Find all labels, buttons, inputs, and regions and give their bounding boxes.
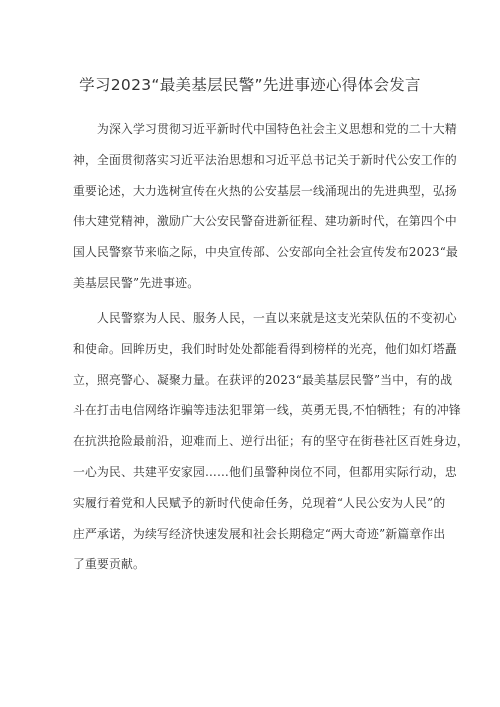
paragraph-line: 立，照亮警心、凝聚力量。在获评的2023“最美基层民警”当中，有的战 (73, 372, 453, 387)
paragraph-2 (73, 303, 469, 580)
paragraph-line: 美基层民警”先进事迹。 (73, 275, 200, 290)
paragraph-line: 了重要贡献。 (73, 557, 145, 572)
paragraph-line: 重要论述，大力选树宣传在火热的公安基层一线涌现出的先进典型，弘扬 (73, 183, 457, 198)
paragraph-line: 实履行着党和人民赋予的新时代使命任务，兑现着“人民公安为人民”的 (73, 495, 446, 510)
document-title: 学习2023“最美基层民警”先进事迹心得体会发言 (79, 76, 421, 94)
paragraph-line: 为深入学习贯彻习近平新时代中国特色社会主义思想和党的二十大精 (97, 122, 457, 136)
paragraph-line: 和使命。回眸历史，我们时时处处都能看得到榜样的光亮，他们如灯塔矗 (73, 341, 457, 356)
paragraph-line: 国人民警察节来临之际，中央宣传部、公安部向全社会宣传发布2023“最 (73, 245, 458, 260)
paragraph-line: 伟大建党精神，激励广大公安民警奋进新征程、建功新时代，在第四个中 (73, 214, 457, 229)
paragraph-line: 在抗洪抢险最前沿，迎难而上、逆行出征；有的坚守在街巷社区百姓身边， (73, 434, 469, 449)
paragraph-line: 人民警察为人民、服务人民，一直以来就是这支光荣队伍的不变初心 (97, 311, 457, 325)
paragraph-line: 神，全面贯彻落实习近平法治思想和习近平总书记关于新时代公安工作的 (73, 152, 457, 167)
paragraph-line: 一心为民、共建平安家园……他们虽警种岗位不同，但都用实际行动，忠 (73, 464, 457, 479)
paragraph-line: 庄严承诺，为续写经济快速发展和社会长期稳定“两大奇迹”新篇章作出 (73, 526, 446, 541)
paragraph-line: 斗在打击电信网络诈骗等违法犯罪第一线，英勇无畏,不怕牺牲；有的冲锋 (73, 403, 461, 418)
paragraph-1 (73, 114, 458, 299)
